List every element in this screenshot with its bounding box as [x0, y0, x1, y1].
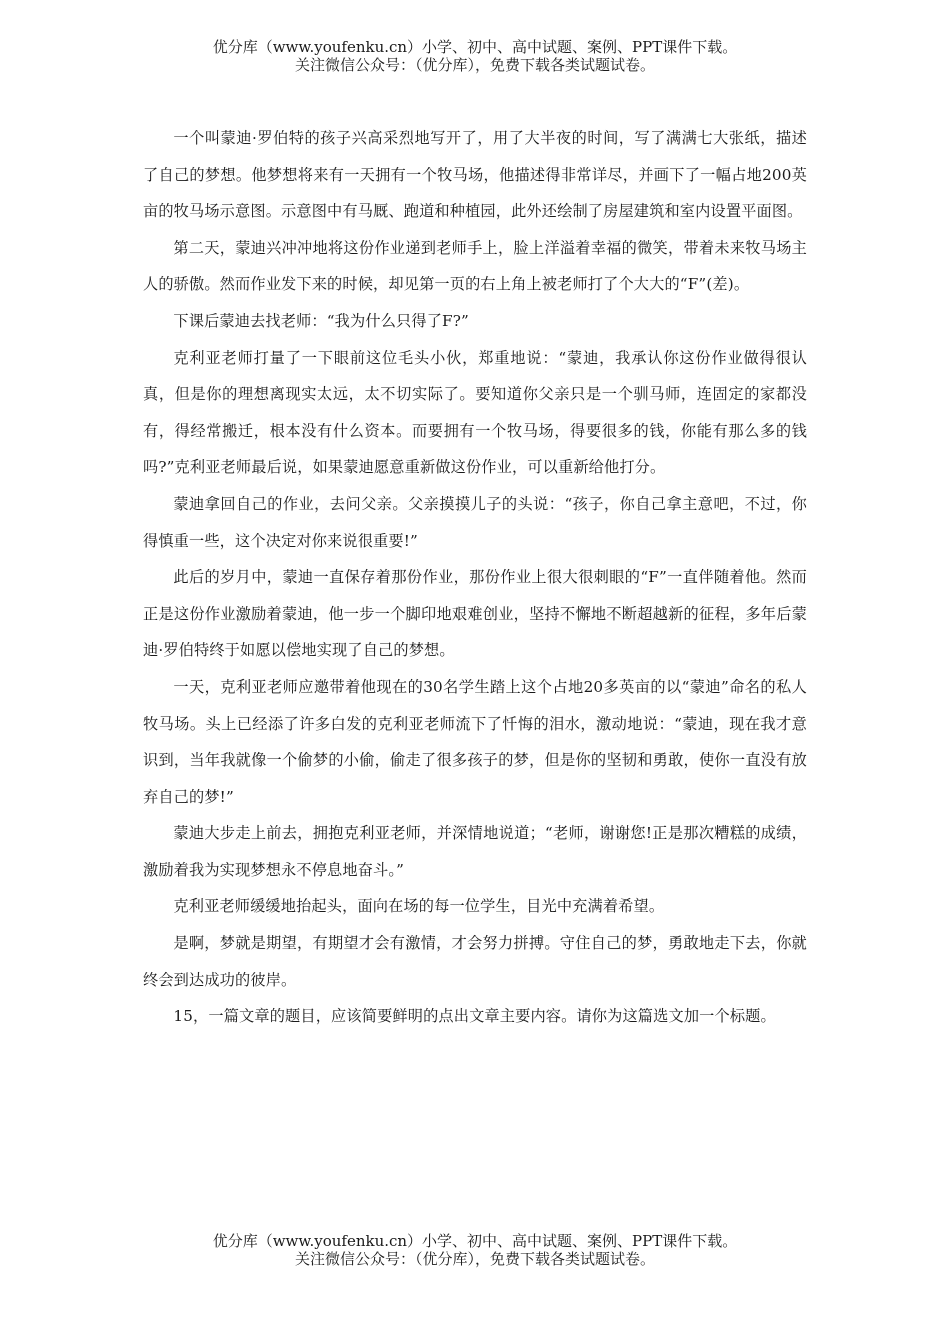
page-header	[0, 38, 950, 74]
header-line-1: 优分库（www.youfenku.cn）小学、初中、高中试题、案例、PPT课件下载。	[212, 38, 738, 56]
paragraph-8: 蒙迪大步走上前去，拥抱克利亚老师，并深情地说道；“老师，谢谢您!正是那次糟糕的成绩，激励着我为实现梦想永不停息地奋斗。”	[143, 824, 807, 879]
paragraph-1: 一个叫蒙迪·罗伯特的孩子兴高采烈地写开了，用了大半夜的时间，写了满满七大张纸，描述了自己的梦想。他梦想将来有一天拥有一个牧马场，他描述得非常详尽，并画下了一幅占地200英亩的牧马场示意图。示意图中有马厩、跑道和种植园，此外还绘制了房屋建筑和室内设置平面图。	[143, 129, 807, 221]
article-body	[143, 120, 807, 1035]
paragraph-10: 是啊，梦就是期望，有期望才会有激情，才会努力拼搏。守住自己的梦，勇敢地走下去，你就终会到达成功的彼岸。	[143, 934, 807, 989]
paragraph-5: 蒙迪拿回自己的作业，去问父亲。父亲摸摸儿子的头说：“孩子，你自己拿主意吧，不过，你得慎重一些，这个决定对你来说很重要!”	[143, 494, 807, 550]
header-line-2: 关注微信公众号：（优分库），免费下载各类试题试卷。	[294, 56, 655, 74]
paragraph-9: 克利亚老师缓缓地抬起头，面向在场的每一位学生，目光中充满着希望。	[173, 897, 665, 916]
paragraph-6: 此后的岁月中，蒙迪一直保存着那份作业，那份作业上很大很刺眼的“F”一直伴随着他。然而正是这份作业激励着蒙迪，他一步一个脚印地艰难创业，坚持不懈地不断超越新的征程，多年后蒙迪·罗伯特终于如愿以偿地实现了自己的梦想。	[143, 568, 807, 660]
question-15: 15，一篇文章的题目，应该简要鲜明的点出文章主要内容。请你为这篇选文加一个标题。	[173, 1007, 776, 1026]
footer-line-2: 关注微信公众号：（优分库），免费下载各类试题试卷。	[294, 1250, 655, 1268]
footer-line-1: 优分库（www.youfenku.cn）小学、初中、高中试题、案例、PPT课件下载。	[212, 1232, 738, 1250]
paragraph-4: 克利亚老师打量了一下眼前这位毛头小伙，郑重地说：“蒙迪，我承认你这份作业做得很认真，但是你的理想离现实太远，太不切实际了。要知道你父亲只是一个驯马师，连固定的家都没有，得经常搬迁，根本没有什么资本。而要拥有一个牧马场，得要很多的钱，你能有那么多的钱吗?”克利亚老师最后说，如果蒙迪愿意重新做这份作业，可以重新给他打分。	[143, 348, 807, 477]
paragraph-7: 一天，克利亚老师应邀带着他现在的30名学生踏上这个占地20多英亩的以“蒙迪”命名的私人牧马场。头上已经添了许多白发的克利亚老师流下了忏悔的泪水，激动地说：“蒙迪，现在我才意识到，当年我就像一个偷梦的小偷，偷走了很多孩子的梦，但是你的坚韧和勇敢，使你一直没有放弃自己的梦!”	[143, 677, 807, 806]
paragraph-3: 下课后蒙迪去找老师：“我为什么只得了F?”	[173, 311, 469, 330]
page-footer	[0, 1232, 950, 1268]
paragraph-2: 第二天，蒙迪兴冲冲地将这份作业递到老师手上，脸上洋溢着幸福的微笑，带着未来牧马场主人的骄傲。然而作业发下来的时候，却见第一页的右上角上被老师打了个大大的“F”(差)。	[143, 238, 807, 294]
